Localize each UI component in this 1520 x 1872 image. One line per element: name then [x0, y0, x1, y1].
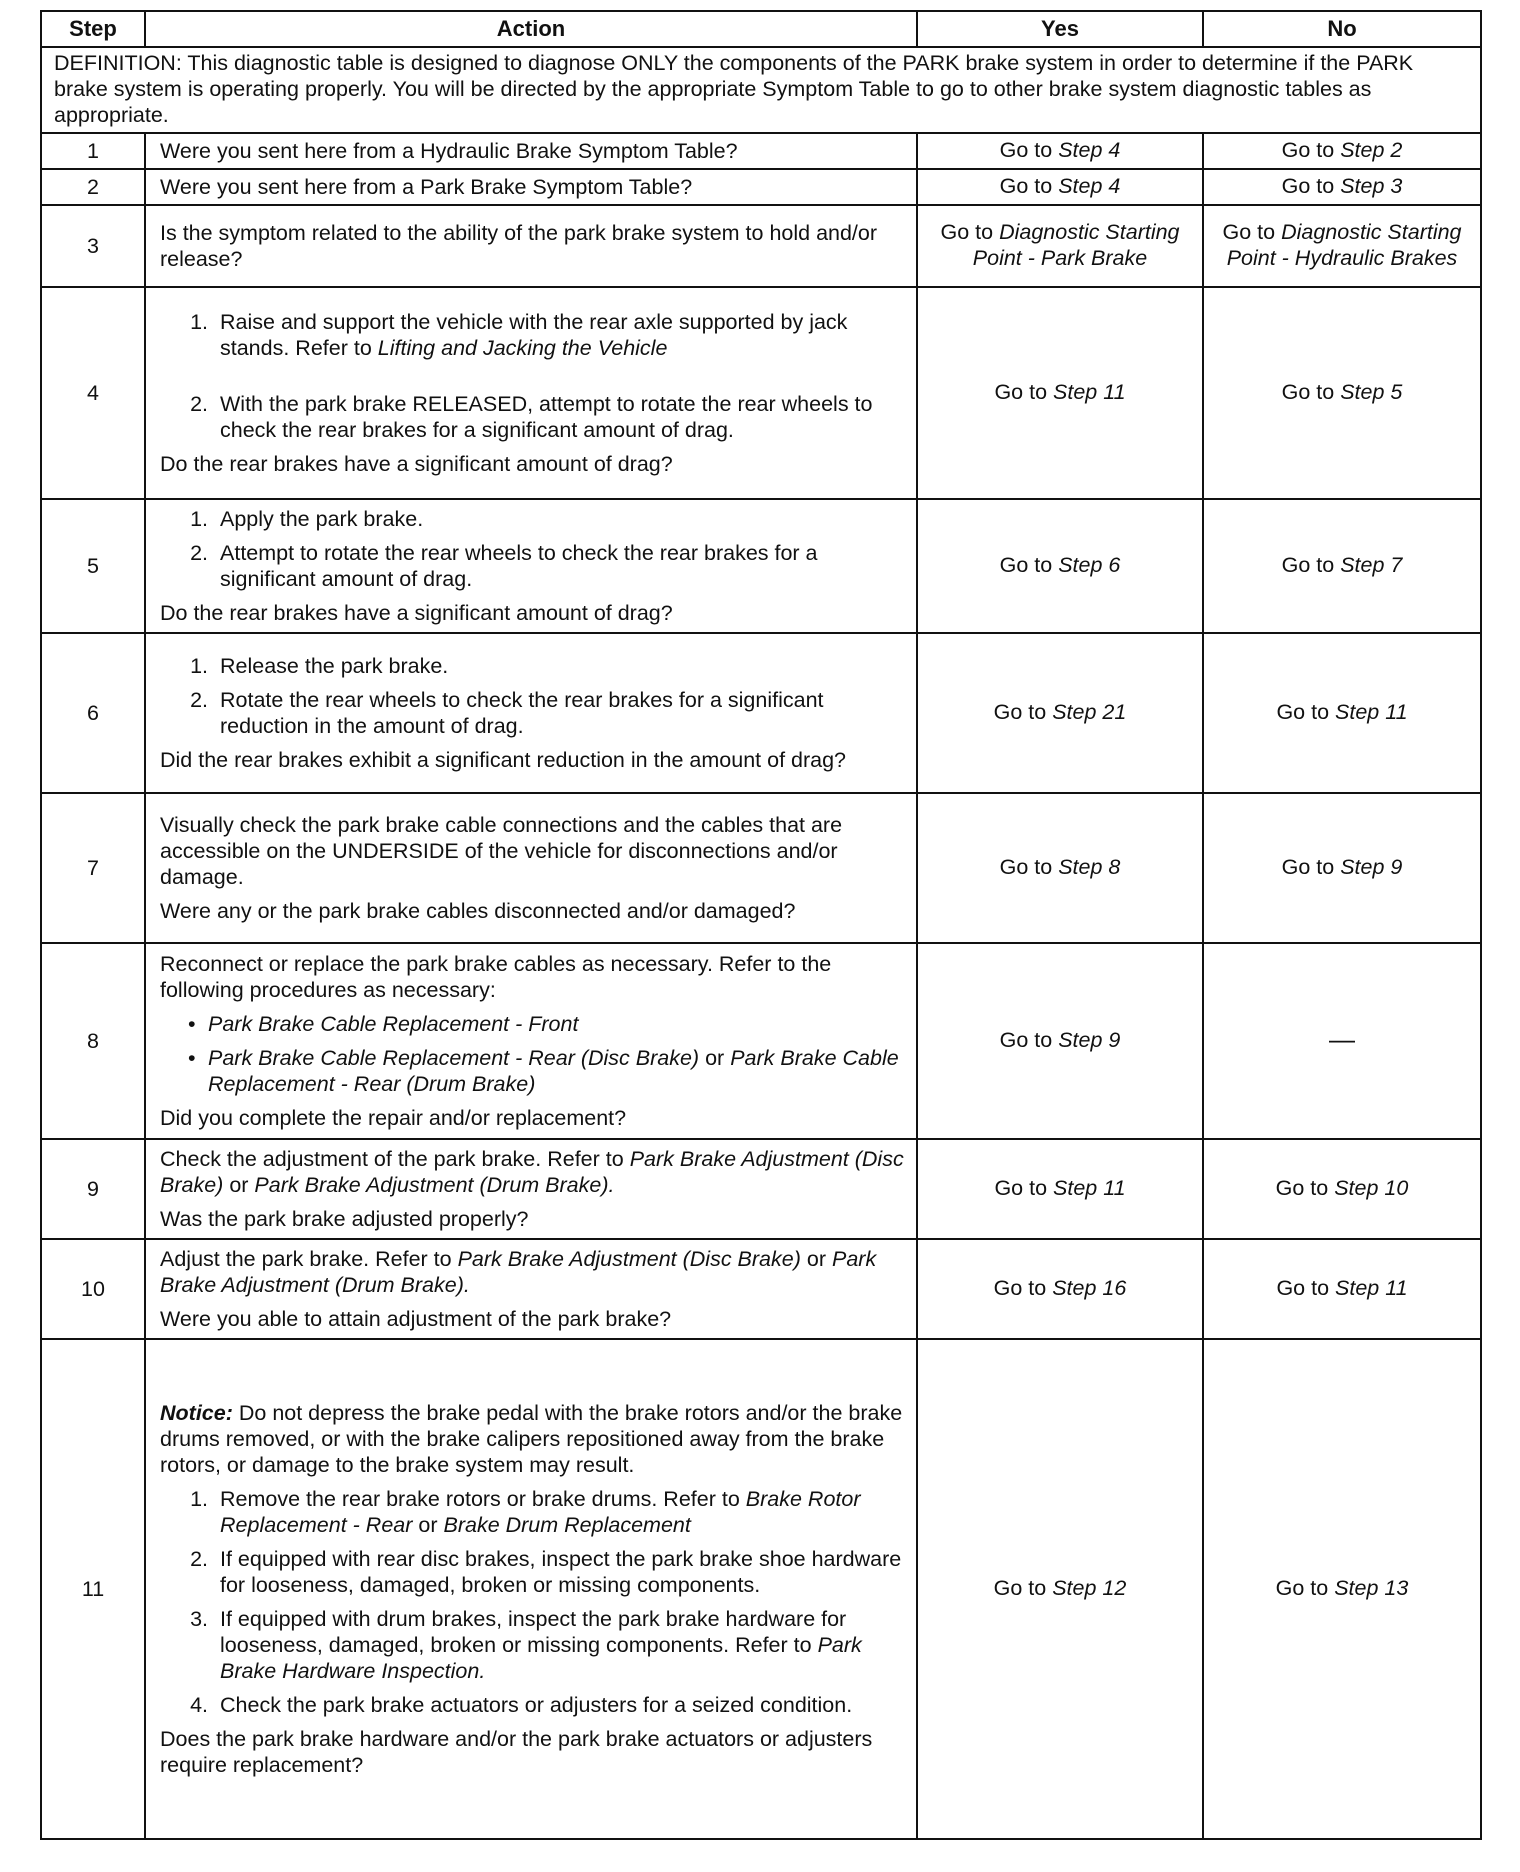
yes-link[interactable]: Step 9	[1058, 1028, 1121, 1052]
table-row	[41, 793, 1481, 943]
no-cell: Go to Step 3	[1203, 169, 1481, 205]
yes-cell: Go to Step 11	[917, 1139, 1203, 1239]
question: Did you complete the repair and/or replacement?	[160, 1106, 627, 1130]
yes-cell: Go to Step 11	[917, 287, 1203, 499]
yes-cell: Go to Step 6	[917, 499, 1203, 633]
no-cell: Go to Step 7	[1203, 499, 1481, 633]
question: Is the symptom related to the ability of the park brake system to hold and/or release?	[160, 221, 878, 271]
table-row	[41, 169, 1481, 205]
list-item	[208, 1011, 906, 1037]
step-number: 7	[41, 793, 145, 943]
no-link[interactable]: Step 7	[1340, 553, 1403, 577]
table-row	[41, 205, 1481, 287]
step-number: 9	[41, 1139, 145, 1239]
action-cell	[145, 943, 917, 1139]
table-row	[41, 133, 1481, 169]
list-item: 1. Remove the rear brake rotors or brake drums. Refer to Brake Rotor Replacement - Rear or Brake Drum Replacement	[214, 1486, 906, 1538]
action-cell	[145, 499, 917, 633]
action-cell	[145, 133, 917, 169]
list-item: 4. Check the park brake actuators or adjusters for a seized condition.	[214, 1692, 906, 1718]
step-number: 10	[41, 1239, 145, 1339]
action-cell	[145, 287, 917, 499]
yes-link[interactable]: Step 11	[1053, 1176, 1126, 1200]
table-row	[41, 499, 1481, 633]
question: Was the park brake adjusted properly?	[160, 1207, 529, 1231]
procedure-list	[160, 309, 906, 443]
table-row	[41, 1139, 1481, 1239]
procedure-link[interactable]: Brake Rotor Replacement - Rear	[220, 1487, 861, 1537]
question: Were you sent here from a Hydraulic Brake Symptom Table?	[160, 139, 738, 163]
table-row	[41, 1239, 1481, 1339]
question: Does the park brake hardware and/or the park brake actuators or adjusters require replacement?	[160, 1727, 873, 1777]
yes-cell: Go to Step 21	[917, 633, 1203, 793]
procedure-list	[160, 1011, 906, 1097]
step-number: 11	[41, 1339, 145, 1839]
procedure-link[interactable]: Lifting and Jacking the Vehicle	[377, 336, 668, 360]
yes-cell: Go to Diagnostic Starting Point - Park Brake	[917, 205, 1203, 287]
list-item: 1. Raise and support the vehicle with the rear axle supported by jack stands. Refer to Lifting and Jacking the Vehicle	[214, 309, 906, 361]
yes-link[interactable]: Step 16	[1052, 1276, 1127, 1300]
question: Were you able to attain adjustment of the park brake?	[160, 1307, 672, 1331]
action-cell	[145, 1239, 917, 1339]
procedure-link[interactable]: Park Brake Hardware Inspection.	[220, 1633, 862, 1683]
no-result: —	[1329, 1024, 1355, 1054]
list-item: 1. Release the park brake.	[214, 653, 906, 679]
yes-link[interactable]: Step 11	[1053, 380, 1126, 404]
yes-link[interactable]: Step 4	[1058, 174, 1121, 198]
yes-cell: Go to Step 12	[917, 1339, 1203, 1839]
instruction: Reconnect or replace the park brake cables as necessary. Refer to the following procedures as necessary:	[160, 952, 832, 1002]
header-yes: Yes	[917, 11, 1203, 47]
yes-cell: Go to Step 4	[917, 169, 1203, 205]
diagnostic-table	[40, 10, 1482, 1840]
yes-cell: Go to Step 8	[917, 793, 1203, 943]
notice: Notice: Do not depress the brake pedal with the brake rotors and/or the brake drums removed, or with the brake calipers repositioned away from the brake rotors, or damage to the brake system may result.	[160, 1401, 903, 1477]
step-number: 4	[41, 287, 145, 499]
question: Do the rear brakes have a significant amount of drag?	[160, 601, 673, 625]
yes-cell: Go to Step 9	[917, 943, 1203, 1139]
yes-cell: Go to Step 16	[917, 1239, 1203, 1339]
step-number: 8	[41, 943, 145, 1139]
definition-text: DEFINITION: This diagnostic table is designed to diagnose ONLY the components of the PARK brake system in order to determine if the PARK brake system is operating properly. You will be directed by the appropriate Symptom Table to go to other brake system diagnostic tables as appropriate.	[41, 47, 1481, 133]
yes-link[interactable]: Step 21	[1052, 700, 1127, 724]
no-link[interactable]: Step 3	[1340, 174, 1403, 198]
procedure-list	[160, 1486, 906, 1718]
step-number: 3	[41, 205, 145, 287]
table-row	[41, 943, 1481, 1139]
action-cell	[145, 169, 917, 205]
action-cell	[145, 205, 917, 287]
no-link[interactable]: Step 10	[1334, 1176, 1409, 1200]
procedure-link[interactable]: Park Brake Adjustment (Disc Brake)	[457, 1247, 801, 1271]
no-cell	[1203, 943, 1481, 1139]
procedure-list	[160, 653, 906, 739]
no-link[interactable]: Step 13	[1334, 1576, 1409, 1600]
list-item: 2. With the park brake RELEASED, attempt to rotate the rear wheels to check the rear brakes for a significant amount of drag.	[214, 391, 906, 443]
yes-link[interactable]: Step 6	[1058, 553, 1121, 577]
step-number: 6	[41, 633, 145, 793]
definition-row	[41, 47, 1481, 133]
question: Do the rear brakes have a significant amount of drag?	[160, 452, 673, 476]
instruction: Visually check the park brake cable connections and the cables that are accessible on the UNDERSIDE of the vehicle for disconnections and/or damage.	[160, 813, 843, 889]
table-row	[41, 1339, 1481, 1839]
question: Were you sent here from a Park Brake Symptom Table?	[160, 175, 693, 199]
list-item: 2. Attempt to rotate the rear wheels to check the rear brakes for a significant amount of drag.	[214, 540, 906, 592]
list-item: 3. If equipped with drum brakes, inspect the park brake hardware for looseness, damaged, broken or missing components. Refer to Park Brake Hardware Inspection.	[214, 1606, 906, 1684]
instruction: Check the adjustment of the park brake. Refer to Park Brake Adjustment (Disc Brake) or Park Brake Adjustment (Drum Brake).	[160, 1147, 904, 1197]
header-row	[41, 11, 1481, 47]
table-row	[41, 633, 1481, 793]
procedure-link[interactable]: Brake Drum Replacement	[443, 1513, 691, 1537]
action-cell	[145, 1339, 917, 1839]
header-no: No	[1203, 11, 1481, 47]
no-cell: Go to Step 13	[1203, 1339, 1481, 1839]
list-item: 2. Rotate the rear wheels to check the rear brakes for a significant reduction in the amount of drag.	[214, 687, 906, 739]
question: Did the rear brakes exhibit a significant reduction in the amount of drag?	[160, 748, 847, 772]
step-number: 5	[41, 499, 145, 633]
action-cell	[145, 793, 917, 943]
no-link[interactable]: Diagnostic Starting Point - Hydraulic Brakes	[1226, 220, 1462, 270]
no-cell: Go to Step 11	[1203, 1239, 1481, 1339]
yes-link[interactable]: Step 4	[1058, 138, 1121, 162]
procedure-link[interactable]: Park Brake Adjustment (Drum Brake).	[160, 1247, 877, 1297]
table-row	[41, 287, 1481, 499]
procedure-link[interactable]: Park Brake Adjustment (Disc Brake)	[160, 1147, 904, 1197]
procedure-link[interactable]: Park Brake Cable Replacement - Rear (Drum Brake)	[208, 1046, 899, 1096]
no-link[interactable]: Step 2	[1340, 138, 1403, 162]
no-cell: Go to Step 9	[1203, 793, 1481, 943]
action-cell	[145, 633, 917, 793]
no-cell: Go to Step 10	[1203, 1139, 1481, 1239]
no-cell: Go to Step 11	[1203, 633, 1481, 793]
yes-link[interactable]: Step 12	[1052, 1576, 1127, 1600]
step-number: 1	[41, 133, 145, 169]
procedure-link[interactable]: Park Brake Cable Replacement - Rear (Disc Brake)	[208, 1046, 700, 1070]
no-link[interactable]: Step 5	[1340, 380, 1403, 404]
yes-link[interactable]: Diagnostic Starting Point - Park Brake	[972, 220, 1180, 270]
no-cell: Go to Diagnostic Starting Point - Hydraulic Brakes	[1203, 205, 1481, 287]
list-item: • Park Brake Cable Replacement - Rear (Disc Brake) or Park Brake Cable Replacement - Rear (Drum Brake)	[208, 1045, 906, 1097]
no-cell: Go to Step 5	[1203, 287, 1481, 499]
question: Were any or the park brake cables disconnected and/or damaged?	[160, 899, 796, 923]
procedure-list	[160, 506, 906, 592]
list-item: 1. Apply the park brake.	[214, 506, 906, 532]
notice-label: Notice:	[160, 1401, 233, 1425]
no-cell: Go to Step 2	[1203, 133, 1481, 169]
no-link[interactable]: Step 11	[1335, 1276, 1408, 1300]
action-cell	[145, 1139, 917, 1239]
yes-cell: Go to Step 4	[917, 133, 1203, 169]
procedure-link[interactable]: Park Brake Cable Replacement - Front	[208, 1012, 579, 1036]
list-item: 2. If equipped with rear disc brakes, inspect the park brake shoe hardware for looseness, damaged, broken or missing components.	[214, 1546, 906, 1598]
no-link[interactable]: Step 9	[1340, 855, 1403, 879]
no-link[interactable]: Step 11	[1335, 700, 1408, 724]
step-number: 2	[41, 169, 145, 205]
header-step: Step	[41, 11, 145, 47]
yes-link[interactable]: Step 8	[1058, 855, 1121, 879]
header-action: Action	[145, 11, 917, 47]
instruction: Adjust the park brake. Refer to Park Brake Adjustment (Disc Brake) or Park Brake Adjustment (Drum Brake).	[160, 1247, 877, 1297]
procedure-link[interactable]: Park Brake Adjustment (Drum Brake).	[254, 1173, 615, 1197]
